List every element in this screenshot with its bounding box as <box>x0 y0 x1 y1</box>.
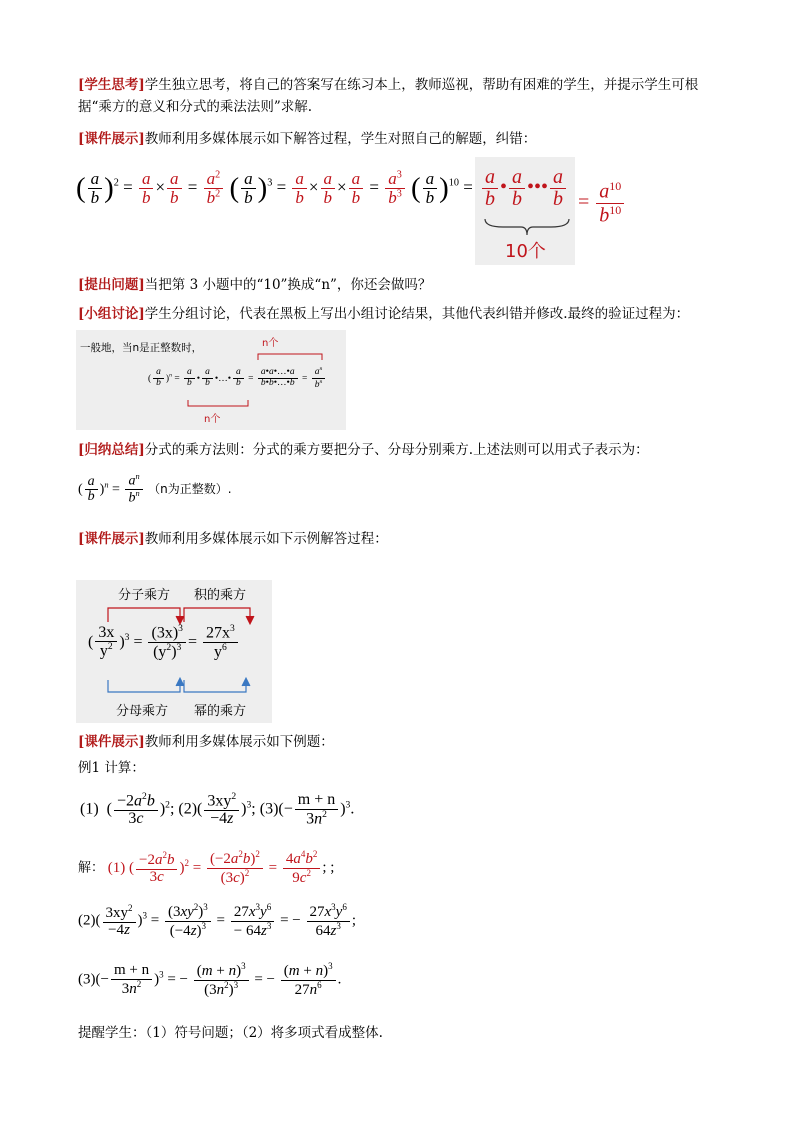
paragraph-courseware-2 <box>78 528 728 550</box>
ten-factor-box <box>475 157 575 265</box>
paragraph-group-discussion <box>78 303 728 325</box>
paragraph-student-thinking <box>78 74 728 118</box>
example-problems: (1) ( $\frac{-2a^2b}{3c}$ )$^2$; (2)( $\frac{3xy^2}{-4z}$ )$^3$; (3)(− $\frac{m + n}{3n^2}$ )$^3$. <box>80 791 355 828</box>
text-discussion: 学生分组讨论，代表在黑板上写出小组讨论结果，其他代表纠错并修改.最终的验证过程为： <box>144 306 690 322</box>
tag-courseware-2: [课件展示] <box>78 531 145 547</box>
text-question: 当把第 3 小题中的“10”换成“n”，你还会做吗？ <box>144 277 432 293</box>
label-power-of-power: 幂的乘方 <box>194 704 247 719</box>
general-n-formula: ( $\frac{a}{b}$ )$^n$ = $\frac{a}{b}$ • $\frac{a}{b}$ •…• $\frac{a}{b}$ = $\frac{a•a•\dots•a}{b•b•\dots•b}$ = $\frac{a^n}{b^n}$ <box>148 366 327 391</box>
tag-courseware: [课件展示] <box>78 131 145 147</box>
rule-formula: ( $\frac{a}{b}$ )$^n$ = $\frac{a^n}{b^n}$ （n为正整数）. <box>78 472 232 506</box>
brace-icon <box>483 217 571 237</box>
label-n-top: n个 <box>262 338 279 349</box>
text-student-thinking: 学生独立思考，将自己的答案写在练习本上，教师巡视，帮助有困难的学生，并提示学生可根据“乘方的意义和分式的乘法法则”求解. <box>78 77 699 115</box>
label-numerator-power: 分子乘方 <box>118 588 171 603</box>
ten-factor-product: $\frac{a}{b}$ • $\frac{a}{b}$ ••• $\frac{a}{b}$ <box>480 167 568 210</box>
paragraph-question <box>78 274 728 296</box>
solution-1: 解： (1) ( $\frac{-2a^2b}{3c}$ )$^2$ = $\frac{(-2a^2b)^2}{(3c)^2}$ = $\frac{4a^4b^2}{9c^2}$ ; ; <box>78 849 335 886</box>
power-expansion-formulas: ( $\frac{a}{b}$ )$^2$ = $\frac{a}{b}$ × $\frac{a}{b}$ = $\frac{a^2}{b^2}$ ( $\frac{a}{b}$ )$^3$ = $\frac{a}{b}$ × $\frac{a}{b}$ × $\frac{a}{b}$ = $\frac{a^3}{b^3}$ ( $\frac{a}{b}$ )$^{10}$ = <box>76 169 473 207</box>
paragraph-courseware-3 <box>78 731 728 753</box>
solution-prefix: 解： <box>78 860 105 876</box>
rule-note: （n为正整数）. <box>148 482 232 497</box>
example-title: 例1 计算： <box>78 760 145 776</box>
text-courseware-1: 教师利用多媒体展示如下解答过程，学生对照自己的解题，纠错： <box>144 131 537 147</box>
worked-example-box <box>76 580 272 723</box>
paragraph-courseware-1 <box>78 128 728 150</box>
tag-courseware-3: [课件展示] <box>78 734 145 750</box>
solution-2: (2)( $\frac{3xy^2}{-4z}$ )$^3$ = $\frac{(3xy^2)^3}{(-4z)^3}$ = $\frac{27x^3y^6}{- 64z^3}$ = − $\frac{27x^3y^6}{64z^3}$ ; <box>78 902 357 939</box>
tag-question: [提出问题] <box>78 277 145 293</box>
paragraph-summary <box>78 439 728 461</box>
text-courseware-3: 教师利用多媒体展示如下例题： <box>144 734 334 750</box>
tag-student-thinking: [学生思考] <box>78 77 145 93</box>
tag-discussion: [小组讨论] <box>78 306 145 322</box>
label-denominator-power: 分母乘方 <box>116 704 169 719</box>
solution-3: (3)(− $\frac{m + n}{3n^2}$ )$^3$ = − $\frac{(m + n)^3}{(3n^2)^3}$ = − $\frac{(m + n)^3}{27n^6}$ . <box>78 961 342 998</box>
reminder-text: 提醒学生：（1）符号问题；（2）将多项式看成整体. <box>78 1025 383 1041</box>
tag-summary: [归纳总结] <box>78 442 145 458</box>
general-n-box <box>76 330 346 430</box>
label-product-power: 积的乘方 <box>194 588 247 603</box>
text-courseware-2: 教师利用多媒体展示如下示例解答过程： <box>144 531 388 547</box>
ten-power-result: = $\frac{a^{10}}{b^{10}}$ <box>578 180 626 226</box>
text-summary: 分式的乘方法则：分式的乘方要把分子、分母分别乘方.上述法则可以用式子表示为： <box>144 442 649 458</box>
general-intro: 一般地，当n是正整数时， <box>80 342 203 354</box>
brace-label-10: 10个 <box>505 241 546 262</box>
example-expression: ( $\frac{3x}{y^2}$ )$^3$ = $\frac{(3x)^3}{(y^2)^3}$ = $\frac{27x^3}{y^6}$ <box>88 624 240 661</box>
exponent-10: 10 <box>448 177 459 189</box>
label-n-bottom: n个 <box>204 414 221 425</box>
